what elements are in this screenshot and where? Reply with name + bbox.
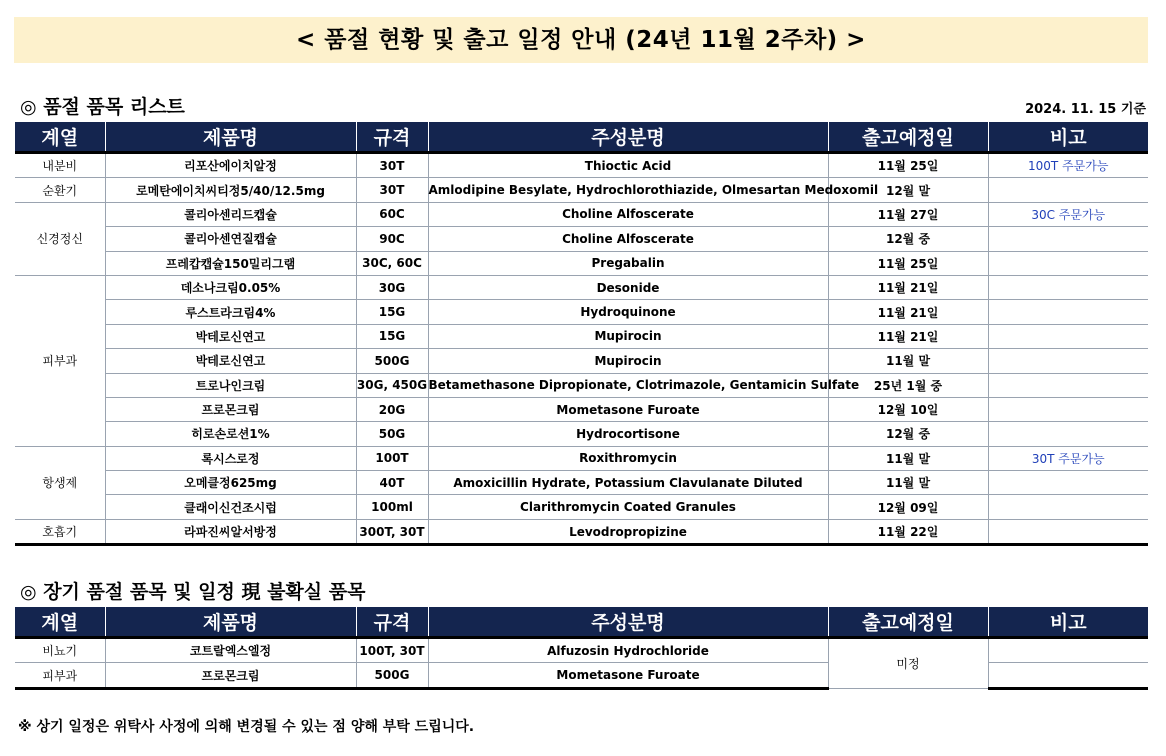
category-cell: 순환기 [15, 178, 105, 202]
product-cell: 데소나크림0.05% [105, 275, 356, 299]
ingredient-cell: Thioctic Acid [428, 153, 828, 178]
note-cell [988, 324, 1148, 348]
spec-cell: 15G [356, 300, 428, 324]
note-cell [988, 397, 1148, 421]
spec-cell: 100T, 30T [356, 638, 428, 663]
date-cell: 11월 22일 [828, 519, 988, 544]
date-cell: 11월 21일 [828, 324, 988, 348]
spec-cell: 300T, 30T [356, 519, 428, 544]
note-cell: 30T 주문가능 [988, 446, 1148, 470]
spec-cell: 100T [356, 446, 428, 470]
table-row [15, 373, 1148, 397]
table-row [15, 275, 1148, 299]
col-header-product: 제품명 [105, 122, 356, 153]
col-header-product: 제품명 [105, 607, 356, 638]
ingredient-cell: Choline Alfoscerate [428, 202, 828, 226]
note-cell [988, 251, 1148, 275]
product-cell: 트로나인크림 [105, 373, 356, 397]
note-cell [988, 519, 1148, 544]
date-cell: 11월 27일 [828, 202, 988, 226]
ingredient-cell: Hydrocortisone [428, 422, 828, 446]
product-cell: 히로손로션1% [105, 422, 356, 446]
note-cell [988, 471, 1148, 495]
product-cell: 콜리아센연질캡슐 [105, 227, 356, 251]
page-banner-title: < 품절 현황 및 출고 일정 안내 (24년 11월 2주차) > [14, 17, 1148, 63]
table-row [15, 638, 1148, 663]
category-cell: 피부과 [15, 275, 105, 446]
ingredient-cell: Mupirocin [428, 349, 828, 373]
date-cell: 11월 25일 [828, 251, 988, 275]
spec-cell: 90C [356, 227, 428, 251]
table-row [15, 446, 1148, 470]
table-row [15, 178, 1148, 202]
date-cell: 12월 말 [828, 178, 988, 202]
product-cell: 루스트라크림4% [105, 300, 356, 324]
ingredient-cell: Desonide [428, 275, 828, 299]
category-cell: 비뇨기 [15, 638, 105, 663]
col-header-note: 비고 [988, 122, 1148, 153]
spec-cell: 500G [356, 349, 428, 373]
spec-cell: 50G [356, 422, 428, 446]
category-cell: 내분비 [15, 153, 105, 178]
ingredient-cell: Mometasone Furoate [428, 663, 828, 688]
ingredient-cell: Roxithromycin [428, 446, 828, 470]
product-cell: 록시스로정 [105, 446, 356, 470]
date-cell: 11월 말 [828, 471, 988, 495]
spec-cell: 15G [356, 324, 428, 348]
table-row [15, 397, 1148, 421]
date-cell: 11월 말 [828, 349, 988, 373]
longterm-section-title: ◎ 장기 품절 품목 및 일정 現 불확실 품목 [20, 581, 366, 603]
longterm-table-header [15, 607, 1148, 638]
ingredient-cell: Choline Alfoscerate [428, 227, 828, 251]
table-row [15, 300, 1148, 324]
ingredient-cell: Pregabalin [428, 251, 828, 275]
date-cell: 25년 1월 중 [828, 373, 988, 397]
date-cell: 12월 09일 [828, 495, 988, 519]
col-header-spec: 규격 [356, 607, 428, 638]
date-cell: 11월 말 [828, 446, 988, 470]
date-cell: 12월 중 [828, 227, 988, 251]
ingredient-cell: Clarithromycin Coated Granules [428, 495, 828, 519]
date-cell: 미정 [828, 638, 988, 689]
product-cell: 오메클정625mg [105, 471, 356, 495]
col-header-category: 계열 [15, 122, 105, 153]
table-row [15, 227, 1148, 251]
product-cell: 박테로신연고 [105, 349, 356, 373]
ingredient-cell: Alfuzosin Hydrochloride [428, 638, 828, 663]
col-header-date: 출고예정일 [828, 607, 988, 638]
product-cell: 박테로신연고 [105, 324, 356, 348]
table-row [15, 324, 1148, 348]
col-header-ingredient: 주성분명 [428, 607, 828, 638]
spec-cell: 100ml [356, 495, 428, 519]
spec-cell: 500G [356, 663, 428, 688]
category-cell: 신경정신 [15, 202, 105, 275]
spec-cell: 30T [356, 178, 428, 202]
product-cell: 코트랄엑스엘정 [105, 638, 356, 663]
product-cell: 콜리아센리드캡슐 [105, 202, 356, 226]
note-cell [988, 275, 1148, 299]
product-cell: 로메탄에이치씨티정5/40/12.5mg [105, 178, 356, 202]
ingredient-cell: Hydroquinone [428, 300, 828, 324]
product-cell: 프로몬크림 [105, 397, 356, 421]
ingredient-cell: Amoxicillin Hydrate, Potassium Clavulanate Diluted [428, 471, 828, 495]
spec-cell: 40T [356, 471, 428, 495]
table-row [15, 519, 1148, 544]
note-cell [988, 495, 1148, 519]
note-cell [988, 178, 1148, 202]
spec-cell: 30C, 60C [356, 251, 428, 275]
col-header-date: 출고예정일 [828, 122, 988, 153]
table-row [15, 251, 1148, 275]
note-cell [988, 638, 1148, 663]
note-cell [988, 663, 1148, 688]
spec-cell: 30G, 450G [356, 373, 428, 397]
date-cell: 12월 10일 [828, 397, 988, 421]
footnote: ※ 상기 일정은 위탁사 사정에 의해 변경될 수 있는 점 양해 부탁 드립니다. [18, 719, 475, 735]
table-row [15, 422, 1148, 446]
ingredient-cell: Mupirocin [428, 324, 828, 348]
note-cell [988, 373, 1148, 397]
product-cell: 프레캅캡슐150밀리그램 [105, 251, 356, 275]
col-header-note: 비고 [988, 607, 1148, 638]
col-header-spec: 규격 [356, 122, 428, 153]
col-header-ingredient: 주성분명 [428, 122, 828, 153]
product-cell: 프로몬크림 [105, 663, 356, 688]
col-header-category: 계열 [15, 607, 105, 638]
table-row [15, 495, 1148, 519]
date-cell: 11월 21일 [828, 300, 988, 324]
spec-cell: 60C [356, 202, 428, 226]
stockout-section-title: ◎ 품절 품목 리스트 [20, 96, 185, 118]
note-cell [988, 422, 1148, 446]
stockout-table [15, 122, 1148, 546]
table-row [15, 349, 1148, 373]
category-cell: 피부과 [15, 663, 105, 688]
category-cell: 항생제 [15, 446, 105, 519]
ingredient-cell: Amlodipine Besylate, Hydrochlorothiazide, Olmesartan Medoxomil [428, 178, 828, 202]
date-cell: 11월 25일 [828, 153, 988, 178]
table-row [15, 202, 1148, 226]
product-cell: 라파진씨알서방정 [105, 519, 356, 544]
spec-cell: 20G [356, 397, 428, 421]
note-cell: 30C 주문가능 [988, 202, 1148, 226]
note-cell [988, 300, 1148, 324]
reference-date: 2024. 11. 15 기준 [1025, 102, 1146, 117]
note-cell [988, 227, 1148, 251]
note-cell [988, 349, 1148, 373]
ingredient-cell: Mometasone Furoate [428, 397, 828, 421]
product-cell: 리포산에이치알정 [105, 153, 356, 178]
category-cell: 호흡기 [15, 519, 105, 544]
longterm-table [15, 607, 1148, 690]
spec-cell: 30G [356, 275, 428, 299]
table-row [15, 153, 1148, 178]
table-row [15, 471, 1148, 495]
ingredient-cell: Levodropropizine [428, 519, 828, 544]
ingredient-cell: Betamethasone Dipropionate, Clotrimazole, Gentamicin Sulfate [428, 373, 828, 397]
note-cell: 100T 주문가능 [988, 153, 1148, 178]
date-cell: 11월 21일 [828, 275, 988, 299]
date-cell: 12월 중 [828, 422, 988, 446]
product-cell: 클래이신건조시럽 [105, 495, 356, 519]
spec-cell: 30T [356, 153, 428, 178]
stockout-table-header [15, 122, 1148, 153]
